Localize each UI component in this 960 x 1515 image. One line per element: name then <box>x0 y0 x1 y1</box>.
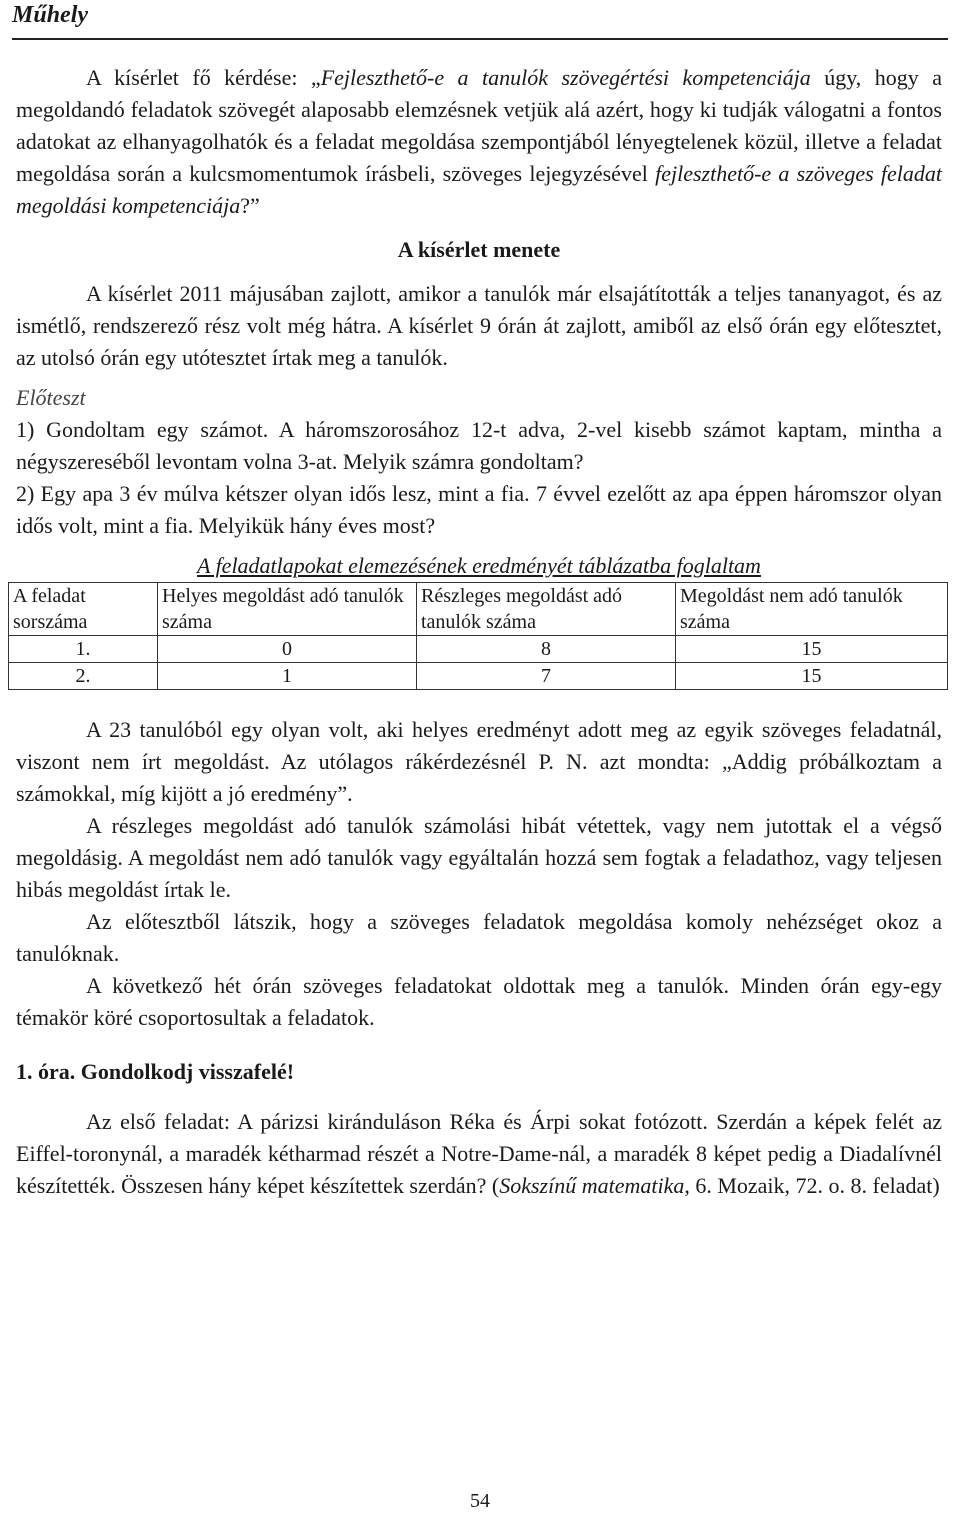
table-cell: 8 <box>417 636 676 663</box>
table-row <box>9 636 948 663</box>
table-header-cell: Helyes megoldást adó tanulók száma <box>158 583 417 636</box>
pretest-label: Előteszt <box>16 385 86 410</box>
table-header-cell: Részleges megoldást adó tanulók száma <box>417 583 676 636</box>
table-cell: 7 <box>417 663 676 690</box>
page-content <box>13 62 943 1202</box>
table-header-cell: Megoldást nem adó tanulók száma <box>676 583 948 636</box>
intro-paragraph <box>16 62 942 222</box>
page-number: 54 <box>470 1490 490 1512</box>
table-cell: 1. <box>9 636 158 663</box>
lesson-1-task <box>16 1106 942 1202</box>
method-paragraph: A kísérlet 2011 májusában zajlott, amikor a tanulók már elsajátították a teljes tananyagot, és az ismétlő, rendszerező rész volt még hátra. A kísérlet 9 órán át zajlott, amiből az első órán egy előtesztet, az utolsó órán egy utótesztet írtak meg a tanulók. <box>16 281 942 370</box>
pretest-task-2: 2) Egy apa 3 év múlva kétszer olyan idős lesz, mint a fia. 7 évvel ezelőtt az apa éppen háromszor olyan idős volt, mint a fia. Melyikük hány éves most? <box>16 481 942 538</box>
analysis-paragraph-1: A 23 tanulóból egy olyan volt, aki helyes eredményt adott meg az egyik szöveges feladatnál, viszont nem írt megoldást. Az utólagos rákérdezésnél P. N. azt mondta: „Addig próbálkoztam a számokkal, míg kijött a jó eredmény”. <box>16 717 942 806</box>
lesson-1-title: 1. óra. Gondolkodj visszafelé! <box>16 1059 295 1084</box>
intro-text-1: A kísérlet fő kérdése: „ <box>86 65 321 90</box>
table-cell: 1 <box>158 663 417 690</box>
table-cell: 15 <box>676 636 948 663</box>
section-heading: A kísérlet menete <box>397 237 561 262</box>
table-header-row <box>9 583 948 636</box>
source-title: Sokszínű matematika <box>499 1173 685 1198</box>
intro-question-1: Fejleszthető-e a tanulók szövegértési kompetenciája <box>320 65 811 90</box>
analysis-paragraph-3: Az előtesztből látszik, hogy a szöveges feladatok megoldása komoly nehézséget okoz a tanulóknak. <box>16 909 942 966</box>
lesson-1-text: Az első feladat: A párizsi kiránduláson Réka és Árpi sokat fotózott. Szerdán a képek felét az Eiffel-toronynál, a maradék kétharmad részét a Notre-Dame-nál, a maradék 8 képet pedig a Diadalívnél készítették. Összesen hány képet készítettek szerdán? ( <box>16 1109 942 1198</box>
section-label: Műhely <box>12 2 89 28</box>
table-cell: 15 <box>676 663 948 690</box>
table-title: A feladatlapokat elemezésének eredményét táblázatba foglaltam <box>197 553 761 578</box>
table-cell: 2. <box>9 663 158 690</box>
intro-question-2: fejleszthető-e a szöveges feladat megoldási kompetenciája <box>16 161 943 218</box>
analysis-paragraph-2: A részleges megoldást adó tanulók számolási hibát vétettek, vagy nem jutottak el a végső megoldásig. A megoldást nem adó tanulók vagy egyáltalán hozzá sem fogtak a feladathoz, vagy teljesen hibás megoldást írtak le. <box>16 813 942 902</box>
source-rest: , 6. Mozaik, 72. o. 8. feladat) <box>684 1173 940 1198</box>
intro-text-3: ?” <box>240 193 260 218</box>
table-row <box>9 663 948 690</box>
results-table <box>8 582 948 690</box>
pretest-task-1: 1) Gondoltam egy számot. A háromszorosához 12-t adva, 2-vel kisebb számot kaptam, mintha a négyszereséből levontam volna 3-at. Melyik számra gondoltam? <box>16 417 942 474</box>
analysis-paragraph-4: A következő hét órán szöveges feladatokat oldottak meg a tanulók. Minden órán egy-egy témakör köré csoportosultak a feladatok. <box>16 973 942 1030</box>
header-rule <box>12 38 948 40</box>
table-cell: 0 <box>158 636 417 663</box>
intro-text-2: úgy, hogy a megoldandó feladatok szövegét alaposabb elemzésnek vetjük alá azért, hogy ki tudják válogatni a fontos adatokat az elhanyagolhatók és a feladat megoldása szempontjából lényegtelenek közül, illetve a feladat megoldása során a kulcsmomentumok írásbeli, szöveges lejegyzésével <box>16 65 943 186</box>
table-header-cell: A feladat sorszáma <box>9 583 158 636</box>
